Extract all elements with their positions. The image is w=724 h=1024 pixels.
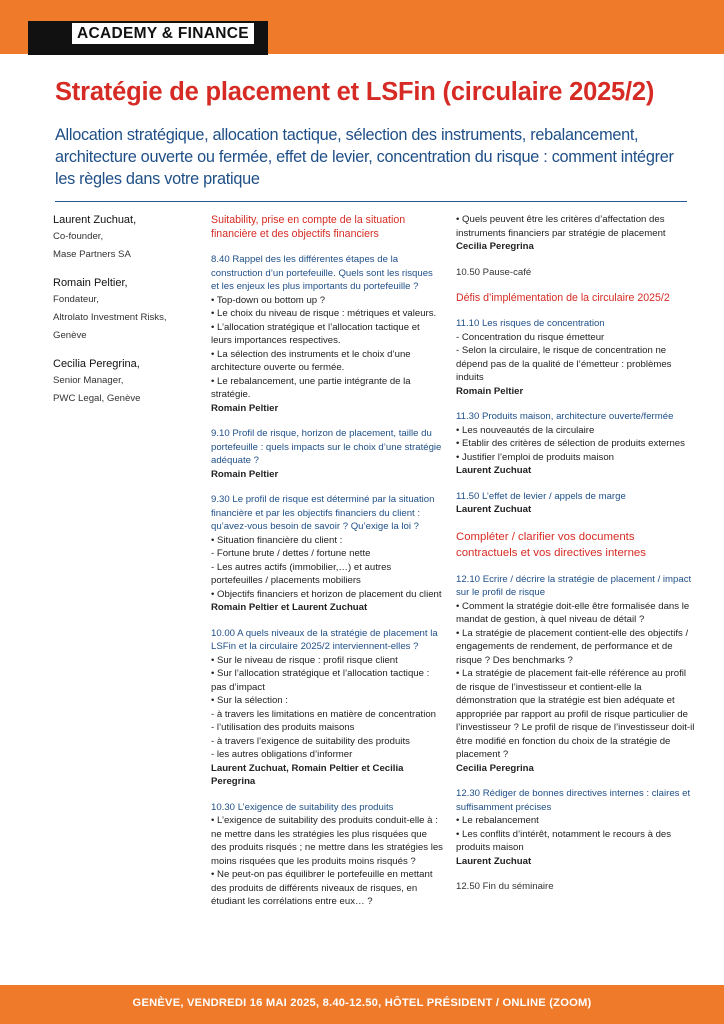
speaker-1	[53, 213, 198, 264]
item-title: Rappel des les différentes étapes de la construction d’un portefeuille. Quels sont les risques et les enjeux les plus importants du portefeuille ?	[211, 254, 433, 292]
item-time: 9.10	[211, 428, 230, 439]
item-speaker: Cecilia Peregrina	[456, 241, 534, 252]
speaker-name: Cecilia Peregrina,	[53, 358, 140, 370]
item-bullet: - à travers l’exigence de suitability des produits	[211, 735, 410, 747]
page-title: Stratégie de placement et LSFin (circulaire 2025/2)	[55, 78, 655, 106]
item-bullet: • Les nouveautés de la circulaire	[456, 424, 595, 436]
item-time: 12.10	[456, 573, 481, 585]
item-speaker: Romain Peltier	[456, 385, 524, 397]
speakers-column	[53, 213, 198, 408]
speaker-role: Co-founder,	[53, 231, 104, 242]
speaker-company: Altrolato Investment Risks,	[53, 312, 167, 323]
item-bullet: • Sur le niveau de risque : profil risque client	[211, 654, 398, 666]
item-title: L’effet de levier / appels de marge	[481, 490, 626, 502]
program-item-0930	[211, 493, 443, 615]
item-bullet: • Comment la stratégie doit-elle être formalisée dans le mandat de gestion, à quel niveau de détail ?	[456, 600, 690, 625]
item-bullet: • Sur la sélection :	[211, 695, 288, 706]
item-bullet: • Etablir des critères de sélection de produits externes	[456, 438, 685, 449]
item-bullet: • L’exigence de suitability des produits conduit-elle à : ne mettre dans les stratégies les plus risquées que des produits risqués ; ne mettre dans les stratégies les moins risquées que les produits moins risqués ?	[211, 815, 443, 867]
item-speaker: Cecilia Peregrina	[456, 762, 534, 774]
event-info-footer: GENÈVE, VENDREDI 16 MAI 2025, 8.40-12.50, HÔTEL PRÉSIDENT / ONLINE (ZOOM)	[132, 997, 592, 1009]
item-speaker: Romain Peltier	[211, 402, 279, 414]
item-time: 11.30	[456, 411, 480, 422]
coffee-break: 10.50 Pause-café	[456, 266, 532, 278]
item-time: 10.00	[211, 627, 236, 639]
speaker-role: Senior Manager,	[53, 375, 124, 386]
item-speaker: Laurent Zuchuat, Romain Peltier et Cecilia Peregrina	[211, 762, 404, 787]
brand-label: ACADEMY & FINANCE	[72, 23, 254, 44]
item-bullet: • Justifier l’emploi de produits maison	[456, 451, 614, 463]
item-bullet: • La stratégie de placement contient-elle des objectifs / engagements de rendement, de performance et de risque ? Des benchmarks ?	[456, 627, 689, 666]
item-speaker: Laurent Zuchuat	[456, 855, 532, 867]
item-time: 8.40	[211, 254, 230, 265]
item-bullet: - à travers les limitations en matière de concentration	[211, 708, 437, 720]
item-speaker: Romain Peltier et Laurent Zuchuat	[211, 602, 368, 613]
item-bullet: - les autres obligations d’informer	[211, 749, 353, 760]
item-bullet: - Fortune brute / dettes / fortune nette	[211, 548, 371, 559]
item-title: L’exigence de suitability des produits	[237, 801, 394, 813]
item-bullet: • Objectifs financiers et horizon de placement du client	[211, 588, 442, 600]
program-item-0910	[211, 427, 443, 481]
item-bullet: • Ne peut-on pas équilibrer le portefeuille en mettant des produits de différents niveaux de risques, en étudiant les corrélations entre eux… ?	[211, 869, 433, 907]
item-bullet: • Top-down ou bottom up ?	[211, 294, 326, 306]
seminar-end: 12.50 Fin du séminaire	[456, 881, 554, 892]
program-item-0840	[211, 253, 443, 415]
item-title: Ecrire / décrire la stratégie de placement / impact sur le profil de risque	[456, 573, 692, 598]
program-item-1000	[211, 627, 443, 789]
speaker-city: Genève	[53, 330, 87, 341]
item-time: 12.30	[456, 788, 481, 799]
item-bullet: - Concentration du risque émetteur	[456, 331, 605, 343]
program-item-continuation	[456, 213, 696, 254]
item-bullet: • Sur l’allocation stratégique et l’allocation tactique : pas d’impact	[211, 668, 430, 693]
item-bullet: • L’allocation stratégique et l’allocation tactique et leurs importances respectives.	[211, 321, 420, 346]
item-bullet: • La sélection des instruments et le choix d’une architecture ouverte ou fermée.	[211, 348, 411, 373]
speaker-role: Fondateur,	[53, 294, 99, 305]
program-item-1110	[456, 317, 696, 398]
item-bullet: • Situation financière du client :	[211, 534, 343, 546]
section-heading-implementation: Défis d’implémentation de la circulaire 2025/2	[456, 292, 670, 304]
speaker-3	[53, 357, 198, 408]
section-heading-suitability: Suitability, prise en compte de la situation financière et des objectifs financiers	[211, 214, 406, 240]
item-title: Le profil de risque est déterminé par la situation financière et par les objectifs financiers du client : qu’avez-vous besoin de savoir ? Qu’exige la loi ?	[211, 494, 435, 532]
item-bullet: • Le rebalancement	[456, 815, 539, 826]
item-bullet: • La stratégie de placement fait-elle référence au profil de risque de l’investisseur et contient-elle la démonstration que la stratégie est bien adéquate et appropriée par rapport au profil de risque particulier de l’investisseur ? Le profil de risque de l’investisseur doit-il être modifié en fonction du choix de la stratégie de placement ?	[456, 668, 695, 760]
program-column-right	[456, 213, 696, 906]
item-title: Les risques de concentration	[481, 318, 605, 329]
item-time: 11.50	[456, 490, 480, 502]
item-time: 9.30	[211, 494, 230, 505]
item-bullet: • Le choix du niveau de risque : métriques et valeurs.	[211, 308, 437, 319]
speaker-company: Mase Partners SA	[53, 249, 131, 260]
item-bullet: • Les conflits d’intérêt, notamment le recours à des produits maison	[456, 828, 672, 853]
speaker-name: Romain Peltier,	[53, 277, 128, 289]
item-title: Profil de risque, horizon de placement, taille du portefeuille : quels impacts sur le choix d’une stratégie adéquate ?	[211, 428, 442, 466]
item-speaker: Romain Peltier	[211, 468, 279, 480]
program-item-1150	[456, 490, 696, 517]
item-bullet: • Le rebalancement, une partie intégrante de la stratégie.	[211, 375, 411, 400]
item-title: Produits maison, architecture ouverte/fermée	[481, 411, 674, 422]
page-subtitle: Allocation stratégique, allocation tactique, sélection des instruments, rebalancement, architecture ouverte ou fermée, effet de levier, concentration du risque : comment intégrer les règles dans votre pratique	[55, 126, 674, 188]
speaker-2	[53, 276, 198, 345]
item-speaker: Laurent Zuchuat	[456, 465, 532, 476]
item-speaker: Laurent Zuchuat	[456, 504, 532, 515]
item-bullet: - Selon la circulaire, le risque de concentration ne dépend pas de la qualité de l’émetteur : problèmes induits	[456, 345, 672, 383]
item-time: 10.30	[211, 801, 236, 813]
program-column-middle	[211, 213, 443, 921]
item-bullet: - l’utilisation des produits maisons	[211, 722, 355, 733]
item-bullet: - Les autres actifs (immobilier,…) et autres portefeuilles / placements mobiliers	[211, 561, 392, 586]
program-item-1210	[456, 573, 696, 776]
item-bullet: • Quels peuvent être les critères d’affectation des instruments financiers par stratégie de placement	[456, 214, 666, 239]
program-item-1230	[456, 787, 696, 868]
program-item-1030	[211, 801, 443, 909]
section-heading-documents: Compléter / clarifier vos documents contractuels et vos directives internes	[456, 530, 646, 559]
program-item-1130	[456, 410, 696, 478]
item-time: 11.10	[456, 318, 480, 329]
item-title: Rédiger de bonnes directives internes : claires et suffisamment précises	[456, 788, 691, 813]
speaker-company: PWC Legal, Genève	[53, 393, 141, 404]
title-divider	[55, 201, 687, 202]
speaker-name: Laurent Zuchuat,	[53, 214, 137, 226]
item-title: A quels niveaux de la stratégie de placement la LSFin et la circulaire 2025/2 interviennent-elles ?	[211, 627, 438, 652]
